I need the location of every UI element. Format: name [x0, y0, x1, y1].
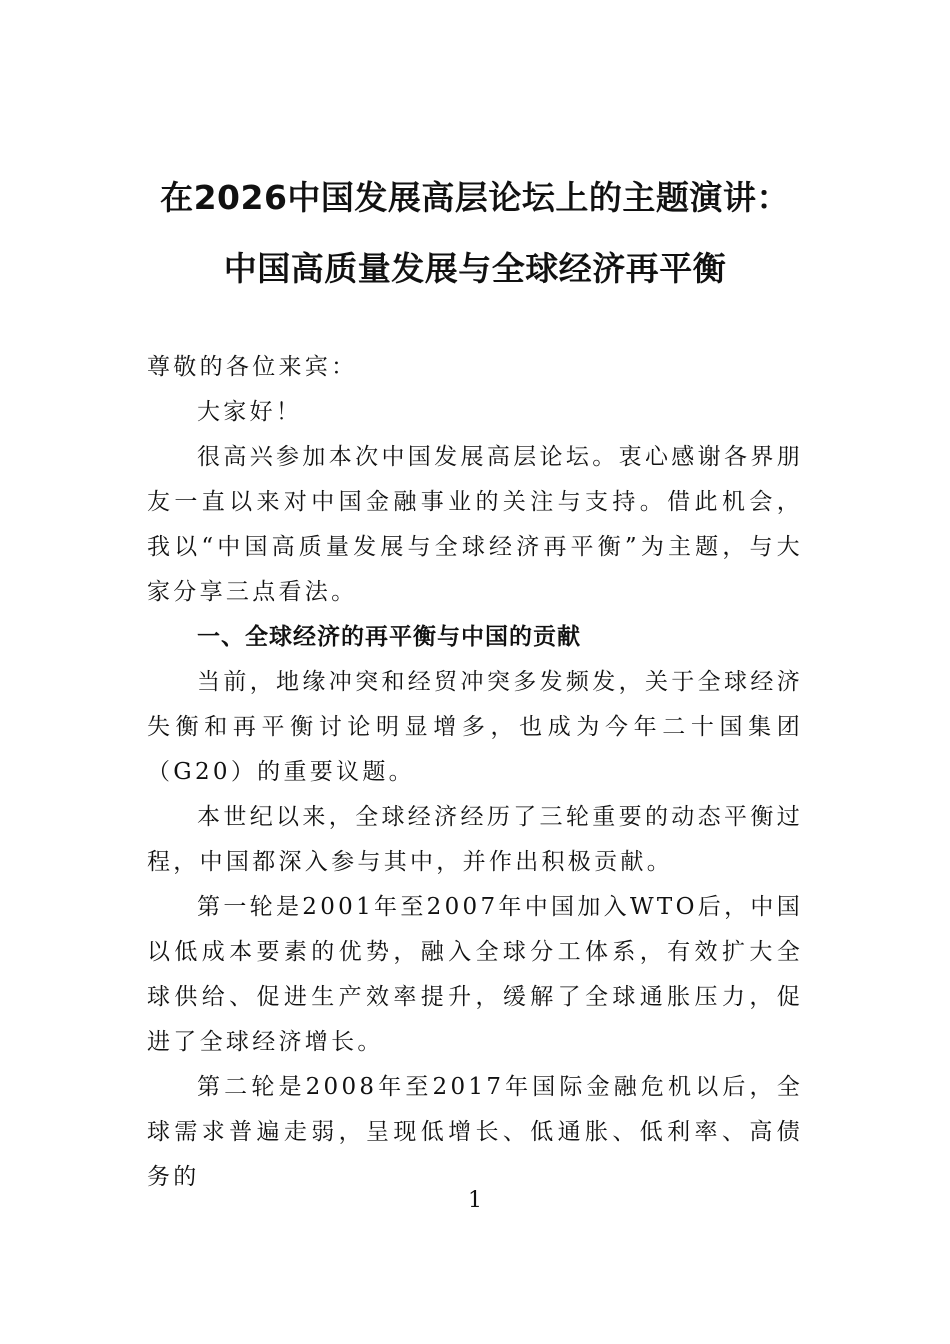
paragraph-section-2: 本世纪以来，全球经济经历了三轮重要的动态平衡过程，中国都深入参与其中，并作出积极贡献。: [147, 804, 803, 875]
section-heading: 一、全球经济的再平衡与中国的贡献: [197, 624, 581, 650]
salutation: 尊敬的各位来宾：: [147, 354, 358, 380]
document-title-line-2: 中国高质量发展与全球经济再平衡: [223, 249, 727, 288]
document-body: [147, 345, 803, 1200]
paragraph-section-3: 第一轮是2001年至2007年中国加入WTO后，中国以低成本要素的优势，融入全球分工体系，有效扩大全球供给、促进生产效率提升，缓解了全球通胀压力，促进了全球经济增长。: [147, 894, 803, 1055]
document-title-line-1: 在2026中国发展高层论坛上的主题演讲：: [160, 178, 790, 217]
paragraph-greeting: 大家好！: [197, 399, 303, 425]
paragraph-section-4: 第二轮是2008年至2017年国际金融危机以后，全球需求普遍走弱，呈现低增长、低通胀、低利率、高债务的: [147, 1074, 803, 1190]
paragraph-section-1: 当前，地缘冲突和经贸冲突多发频发，关于全球经济失衡和再平衡讨论明显增多，也成为今年二十国集团（G20）的重要议题。: [147, 669, 803, 785]
page-number: 1: [468, 1188, 482, 1213]
paragraph-intro: 很高兴参加本次中国发展高层论坛。衷心感谢各界朋友一直以来对中国金融事业的关注与支持。借此机会，我以“中国高质量发展与全球经济再平衡”为主题，与大家分享三点看法。: [147, 444, 803, 605]
